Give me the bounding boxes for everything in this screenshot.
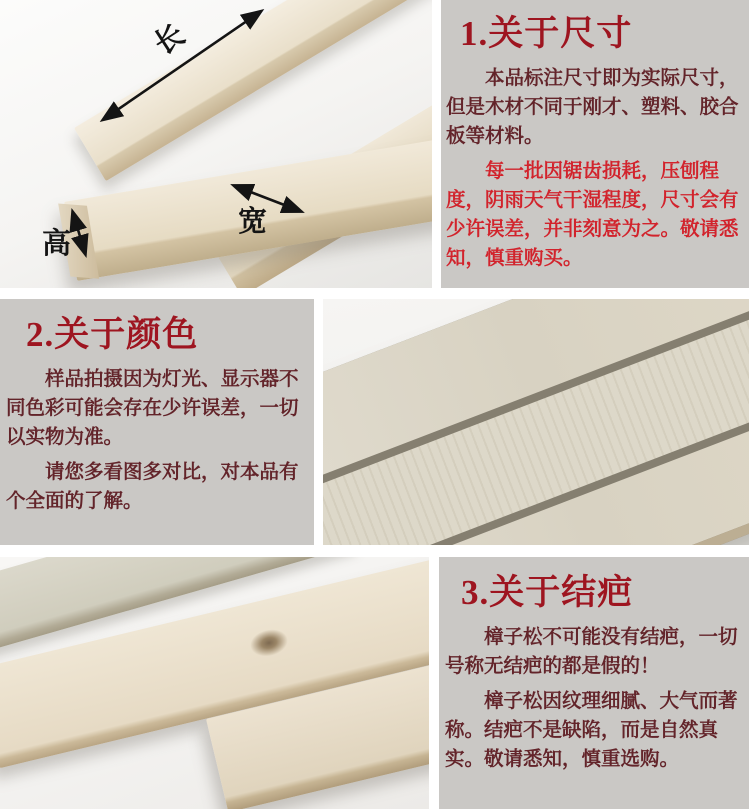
width-label: 宽 [238,206,268,238]
section-size [441,0,749,288]
section-knot-title: 3.关于结疤 [461,573,634,612]
section-color-paragraph-1: 样品拍摄因为灯光、显示器不同色彩可能会存在少许误差，一切以实物为准。 [6,368,299,449]
wood-knot [247,626,290,660]
dimension-arrows [0,0,432,288]
section-size-paragraph-1: 本品标注尺寸即为实际尺寸，但是木材不同于刚才、塑料、胶合板等材料。 [446,67,739,148]
length-label: 长 [148,18,191,62]
section-color [0,299,314,545]
length-arrow-icon [104,12,260,119]
section-knot-paragraph-1: 樟子松不可能没有结疤，一切号称无结疤的都是假的！ [445,626,738,678]
section-size-title: 1.关于尺寸 [460,14,633,53]
section-knot [439,557,749,809]
knot-photo [0,557,429,809]
color-photo [323,299,749,545]
wood-plank-group [323,299,749,545]
height-label: 高 [42,228,72,260]
height-arrow-icon [73,213,85,253]
section-color-paragraph-2: 请您多看图多对比，对本品有个全面的了解。 [6,461,299,513]
section-color-title: 2.关于颜色 [26,315,199,354]
section-size-paragraph-2: 每一批因锯齿损耗，压刨程度，阴雨天气干湿程度，尺寸会有少许误差，并非刻意为之。敬请悉知，慎重购买。 [446,160,739,270]
section-knot-paragraph-2: 樟子松因纹理细腻、大气而著称。结疤不是缺陷，而是自然真实。敬请悉知，慎重选购。 [445,690,738,771]
dimension-photo [0,0,432,288]
